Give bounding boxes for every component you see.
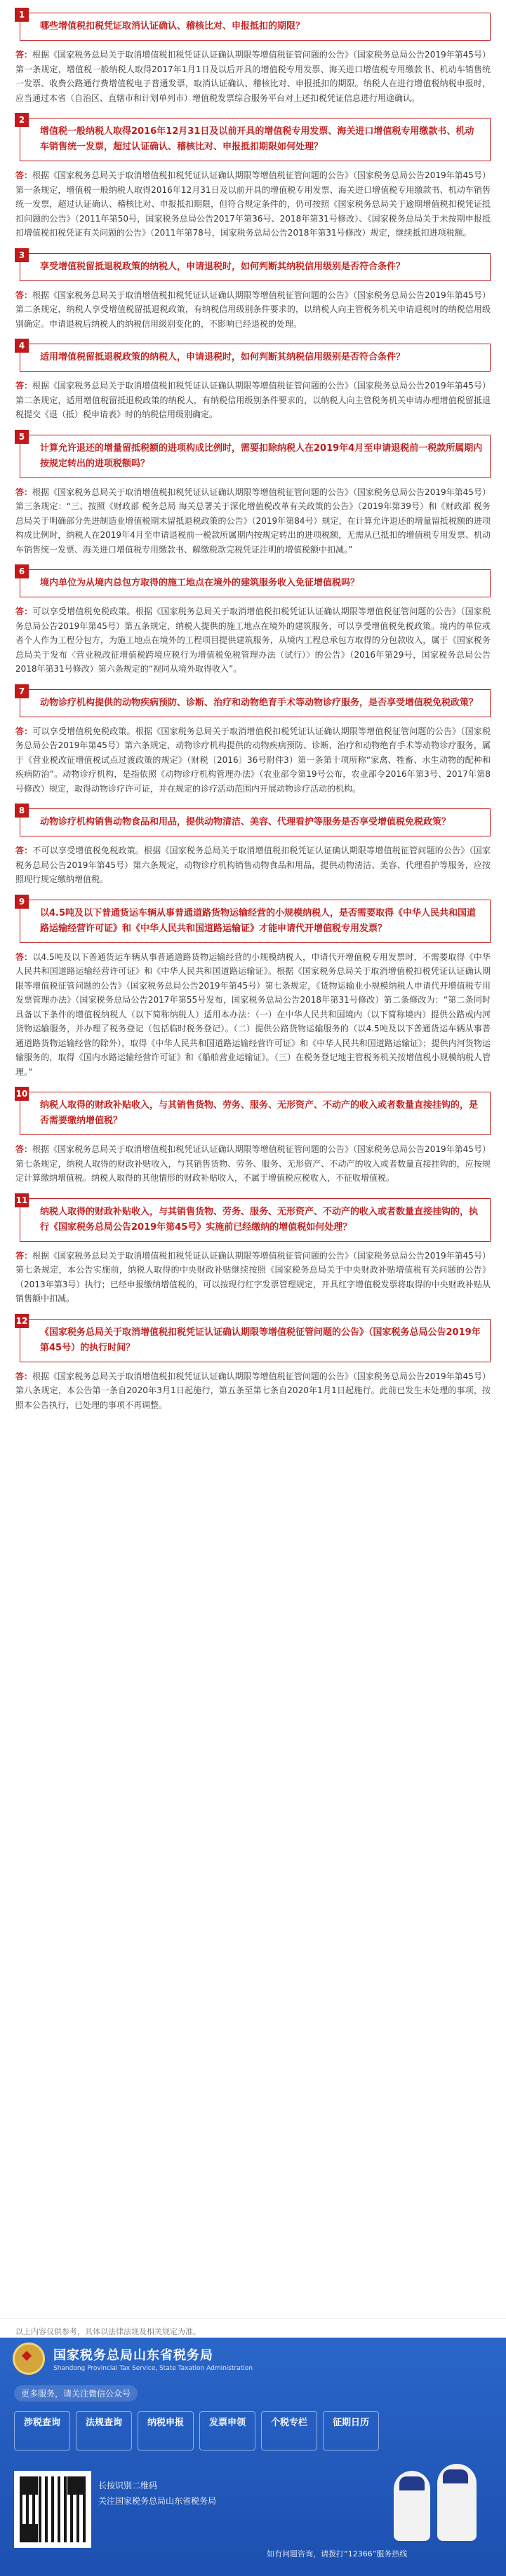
answer-paragraph	[15, 48, 491, 105]
hotline-note: 如有问题咨询，请拨打“12366”服务热线	[267, 2549, 408, 2558]
question-number-badge: 2	[15, 113, 29, 127]
answer-paragraph	[15, 950, 491, 1080]
footer-banner	[0, 2338, 506, 2576]
banner-title-block	[53, 2345, 253, 2372]
banner-header	[0, 2338, 506, 2380]
answer-paragraph	[15, 1249, 491, 1306]
qr-caption-line2: 关注国家税务总局山东省税务局	[98, 2496, 217, 2506]
answer-text: 不可以享受增值税免税政策。根据《国家税务总局关于取消增值税扣税凭证认证确认期限等增值税征管问题的公告》（国家税务总局公告2019年第45号）第六条规定，动物诊疗机构销售动物食品和用品，提供动物清洁、美容、代理看护等服务，应按照现行规定缴纳增值税。	[15, 846, 491, 884]
question-text: 增值税一般纳税人取得2016年12月31日及以前开具的增值税专用发票、海关进口增值税专用缴款书、机动车销售统一发票，超过认证确认、稽核比对、申报抵扣期限如何处理？	[40, 126, 474, 152]
question-text: 以4.5吨及以下普通货运车辆从事普通道路货物运输经营的小规模纳税人，是否需要取得《中华人民共和国道路运输经营许可证》和《中华人民共和国道路运输证》才能申请代开增值税专用发票？	[40, 907, 477, 934]
answer-text: 根据《国家税务总局关于取消增值税扣税凭证认证确认期限等增值税征管问题的公告》（国家税务总局公告2019年第45号）第一条规定，增值税一般纳税人取得2016年12月31日及以前开具的增值税专用发票、海关进口增值税专用缴款书、机动车销售统一发票，超过认证确认、稽核比对、申报抵扣期限，但符合规定条件的，仍可按照《国家税务总局关于逾期增值税扣税凭证抵扣问题的公告》（2011年第50号，国家税务总局公告2017年第36号、2018年第31号修改）、《国家税务总局关于未按期申报抵扣增值税扣税凭证有关问题的公告》（2011年第78号，国家税务总局公告2018年第31号修改）规定，继续抵扣进项税额。	[15, 170, 491, 238]
question-number-badge: 3	[15, 248, 29, 262]
qa-item	[15, 10, 491, 105]
mascot-officer-2-icon	[437, 2464, 477, 2541]
answer-paragraph	[15, 724, 491, 796]
question-number-badge: 10	[15, 1087, 29, 1101]
qa-item	[15, 250, 491, 332]
question-box	[18, 896, 491, 943]
answer-text: 根据《国家税务总局关于取消增值税扣税凭证认证确认期限等增值税征管问题的公告》（国家税务总局公告2019年第45号）第七条规定，本公告实施前，纳税人取得的中央财政补贴继续按照《国家税务总局关于中央财政补贴增值税有关问题的公告》（2013年第3号）执行；已经申报缴纳增值税的，可以按现行红字发票管理规定，开具红字增值税发票将取得的中央财政补贴从销售额中扣减。	[15, 1250, 491, 1303]
answer-label: 答：	[15, 606, 33, 616]
answer-label: 答：	[15, 1250, 33, 1261]
question-text: 计算允许退还的增量留抵税额的进项构成比例时，需要扣除纳税人在2019年4月至申请退税前一税款所属期内按规定转出的进项税额吗？	[40, 442, 483, 469]
answer-label: 答：	[15, 1144, 33, 1154]
question-box	[18, 250, 491, 281]
answer-text: 可以享受增值税免税政策。根据《国家税务总局关于取消增值税扣税凭证认证确认期限等增值税征管问题的公告》（国家税务总局公告2019年第45号）第五条规定，纳税人提供的施工地点在境外的建筑服务，可以享受增值税免税政策。境内的单位或者个人作为工程分包方，为施工地点在境外的工程项目提供建筑服务，从境内工程总承包方取得的分包款收入，属于《国家税务总局关于发布〈营业税改征增值税跨境应税行为增值税免税管理办法（试行）〉的公告》（2016年第29号，国家税务总局公告2018年第31号修改）第六条规定的“视同从境外取得收入”。	[15, 606, 491, 674]
service-grid	[14, 2411, 506, 2450]
question-box	[18, 686, 491, 717]
answer-label: 答：	[15, 1371, 33, 1381]
qr-caption	[98, 2478, 253, 2509]
question-box	[15, 1195, 491, 1242]
question-text: 哪些增值税扣税凭证取消认证确认、稽核比对、申报抵扣的期限？	[40, 21, 305, 32]
question-text: 适用增值税留抵退税政策的纳税人，申请退税时，如何判断其纳税信用级别是否符合条件？	[40, 352, 406, 362]
question-box	[18, 115, 491, 161]
answer-text: 可以享受增值税免税政策。根据《国家税务总局关于取消增值税扣税凭证认证确认期限等增值税征管问题的公告》（国家税务总局公告2019年第45号）第六条规定，动物诊疗机构提供的动物疾病预防、诊断、治疗和动物绝育手术等动物诊疗服务，属于《营业税改征增值税试点过渡政策的规定》（财税〔2016〕36号附件3）第一条第十项所称“家禽、牲畜、水生动物的配种和疾病防治”。动物诊疗机构，是指依照《动物诊疗机构管理办法》（农业部令第19号公布，农业部令2016年第3号、2017年第8号修改）规定，取得动物诊疗许可证，并在规定的诊疗活动范围内开展动物诊疗活动的机构。	[15, 726, 491, 794]
answer-label: 答：	[15, 290, 33, 300]
question-box	[18, 431, 491, 478]
qa-item	[15, 896, 491, 1080]
qa-item	[15, 686, 491, 796]
answer-paragraph	[15, 604, 491, 677]
answer-text: 根据《国家税务总局关于取消增值税扣税凭证认证确认期限等增值税征管问题的公告》（国家税务总局公告2019年第45号）第二条规定，纳税人享受增值税留抵退税政策，有纳税信用级别条件要求的，以纳税人向主管税务机关申请退税时的纳税信用级别确定。申请退税后纳税人的纳税信用级别变化的，不影响已经退税的处理。	[15, 290, 491, 329]
footer-note: 以上内容仅供参考，具体以法律法规及相关规定为准。	[0, 2318, 506, 2344]
mascot-officer-1-icon	[394, 2471, 430, 2541]
tax-emblem-icon	[13, 2343, 45, 2375]
qa-item	[15, 115, 491, 240]
answer-paragraph	[15, 1369, 491, 1413]
question-text: 动物诊疗机构销售动物食品和用品，提供动物清洁、美容、代理看护等服务是否享受增值税免税政策？	[40, 817, 451, 827]
service-hint: 更多服务，请关注微信公众号	[14, 2385, 138, 2401]
answer-label: 答：	[15, 951, 33, 962]
qa-item	[15, 431, 491, 557]
question-number-badge: 12	[15, 1314, 29, 1328]
question-number-badge: 9	[15, 895, 29, 909]
question-text: 享受增值税留抵退税政策的纳税人，申请退税时，如何判断其纳税信用级别是否符合条件？	[40, 261, 406, 272]
question-box	[18, 341, 491, 372]
banner-subtitle: Shandong Provincial Tax Service, State Taxation Administration	[53, 2365, 253, 2372]
answer-text: 根据《国家税务总局关于取消增值税扣税凭证认证确认期限等增值税征管问题的公告》（国家税务总局公告2019年第45号）第二条规定，适用增值税留抵退税政策的纳税人，有纳税信用级别条件要求的，以纳税人向主管税务机关申请办理增值税留抵退税提交《退（抵）税申请表》时的纳税信用级别确定。	[15, 381, 491, 419]
question-number-badge: 1	[15, 8, 29, 22]
answer-label: 答：	[15, 487, 33, 497]
qa-item	[15, 1195, 491, 1306]
qa-item	[15, 1315, 491, 1413]
banner-title: 国家税务总局山东省税务局	[53, 2348, 213, 2363]
question-number-badge: 4	[15, 339, 29, 353]
question-text: 动物诊疗机构提供的动物疾病预防、诊断、治疗和动物绝育手术等动物诊疗服务，是否享受增值税免税政策？	[40, 697, 479, 708]
answer-label: 答：	[15, 381, 33, 391]
answer-text: 根据《国家税务总局关于取消增值税扣税凭证认证确认期限等增值税征管问题的公告》（国家税务总局公告2019年第45号）第三条规定：“三、按照《财政部 税务总局 海关总署关于深化增值税改革有关政策的公告》（2019年第39号）和《财政部 税务总局关于明确部分先进制造业增值税期末留抵退税政策的公告》（2019年第84号）规定，在计算允许退还的增量留抵税额的进项构成比例时，纳税人在2019年4月至申请退税前一税款所属期内按规定转出的进项税额，无需从已抵扣的增值税专用发票、机动车销售统一发票、海关进口增值税专用缴款书、解缴税款完税凭证注明的增值税额中扣减。”	[15, 487, 491, 555]
question-box	[20, 569, 491, 597]
service-button[interactable]: 法规查询	[76, 2411, 132, 2450]
question-box	[15, 1315, 491, 1362]
answer-paragraph	[15, 485, 491, 557]
answer-text: 根据《国家税务总局关于取消增值税扣税凭证认证确认期限等增值税征管问题的公告》（国家税务总局公告2019年第45号）第八条规定，本公告第一条自2020年3月1日起施行，第五条至第七条自2020年1月1日起施行。此前已发生未处理的事项，按照本公告执行，已处理的事项不再调整。	[15, 1371, 491, 1410]
question-number-badge: 6	[15, 564, 29, 578]
answer-label: 答：	[15, 50, 33, 60]
question-text: 纳税人取得的财政补贴收入，与其销售货物、劳务、服务、无形资产、不动产的收入或者数量直接挂钩的，执行《国家税务总局公告2019年第45号》实施前已经缴纳的增值税如何处理？	[40, 1206, 479, 1233]
answer-paragraph	[15, 168, 491, 240]
service-button[interactable]: 涉税查询	[14, 2411, 70, 2450]
answer-label: 答：	[15, 846, 33, 855]
question-number-badge: 5	[15, 430, 29, 444]
question-text: 纳税人取得的财政补贴收入，与其销售货物、劳务、服务、无形资产、不动产的收入或者数量直接挂钩的，是否需要缴纳增值税？	[40, 1100, 479, 1126]
answer-text: 根据《国家税务总局关于取消增值税扣税凭证认证确认期限等增值税征管问题的公告》（国家税务总局公告2019年第45号）第七条规定，纳税人取得的财政补贴收入，与其销售货物、劳务、服务、无形资产、不动产的收入或者数量直接挂钩的，应按规定计算缴纳增值税。纳税人取得的其他情形的财政补贴收入，不属于增值税应税收入，不征收增值税。	[15, 1144, 491, 1183]
answer-paragraph	[15, 843, 491, 887]
answer-paragraph	[15, 288, 491, 332]
service-button[interactable]: 个税专栏	[261, 2411, 317, 2450]
qa-item	[15, 341, 491, 422]
qa-item	[15, 569, 491, 677]
qa-item	[15, 1089, 491, 1186]
answer-text: 以4.5吨及以下普通货运车辆从事普通道路货物运输经营的小规模纳税人，申请代开增值税专用发票时，不需要取得《中华人民共和国道路运输经营许可证》和《中华人民共和国道路运输证》。根据《国家税务总局关于取消增值税扣税凭证认证确认期限等增值税征管问题的公告》（国家税务总局公告2019年第45号）第七条规定，《货物运输业小规模纳税人申请代开增值税专用发票管理办法》（国家税务总局公告2017年第55号发布，国家税务总局公告2018年第31号修改）第二条修改为：“第二条同时具备以下条件的增值税纳税人（以下简称纳税人）适用本办法：（一）在中华人民共和国境内（以下简称境内）提供公路或内河货物运输服务，并办理了税务登记（包括临时税务登记）。（二）提供公路货物运输服务的（以4.5吨及以下普通货运车辆从事普通道路货物运输经营的除外），取得《中华人民共和国道路运输经营许可证》和《中华人民共和国道路运输证》；提供内河货物运输服务的，取得《国内水路运输经营许可证》和《船舶营业运输证》。（三）在税务登记地主管税务机关按增值税小规模纳税人管理。”	[15, 951, 491, 1077]
service-button[interactable]: 征期日历	[323, 2411, 379, 2450]
service-button[interactable]: 发票申领	[199, 2411, 255, 2450]
service-button[interactable]: 纳税申报	[138, 2411, 194, 2450]
answer-text: 根据《国家税务总局关于取消增值税扣税凭证认证确认期限等增值税征管问题的公告》（国家税务总局公告2019年第45号）第一条规定，增值税一般纳税人取得2017年1月1日及以后开具的增值税专用发票、海关进口增值税专用缴款书、机动车销售统一发票、收费公路通行费增值税电子普通发票，取消认证确认、稽核比对、申报抵扣的期限。纳税人在进行增值税纳税申报时，应当通过本省（自治区、直辖市和计划单列市）增值税发票综合服务平台对上述扣税凭证信息进行用途确认。	[15, 50, 491, 103]
qr-pattern-icon	[20, 2476, 86, 2542]
question-text: 《国家税务总局关于取消增值税扣税凭证认证确认期限等增值税征管问题的公告》（国家税务总局公告2019年第45号）的执行时间？	[40, 1327, 481, 1353]
answer-paragraph	[15, 379, 491, 422]
question-text: 境内单位为从境内总包方取得的施工地点在境外的建筑服务收入免征增值税吗？	[40, 578, 360, 588]
tax-officer-mascot-icon	[394, 2457, 478, 2555]
question-box	[18, 10, 491, 41]
question-number-badge: 7	[15, 684, 29, 698]
answer-label: 答：	[15, 170, 33, 180]
qr-caption-line1: 长按识别二维码	[98, 2481, 158, 2490]
question-box	[20, 808, 491, 836]
question-number-badge: 8	[15, 804, 29, 818]
question-box	[15, 1089, 491, 1135]
qa-item	[15, 808, 491, 887]
qr-code[interactable]	[14, 2471, 91, 2548]
answer-label: 答：	[15, 726, 33, 736]
question-number-badge: 11	[15, 1193, 29, 1207]
answer-paragraph	[15, 1142, 491, 1186]
